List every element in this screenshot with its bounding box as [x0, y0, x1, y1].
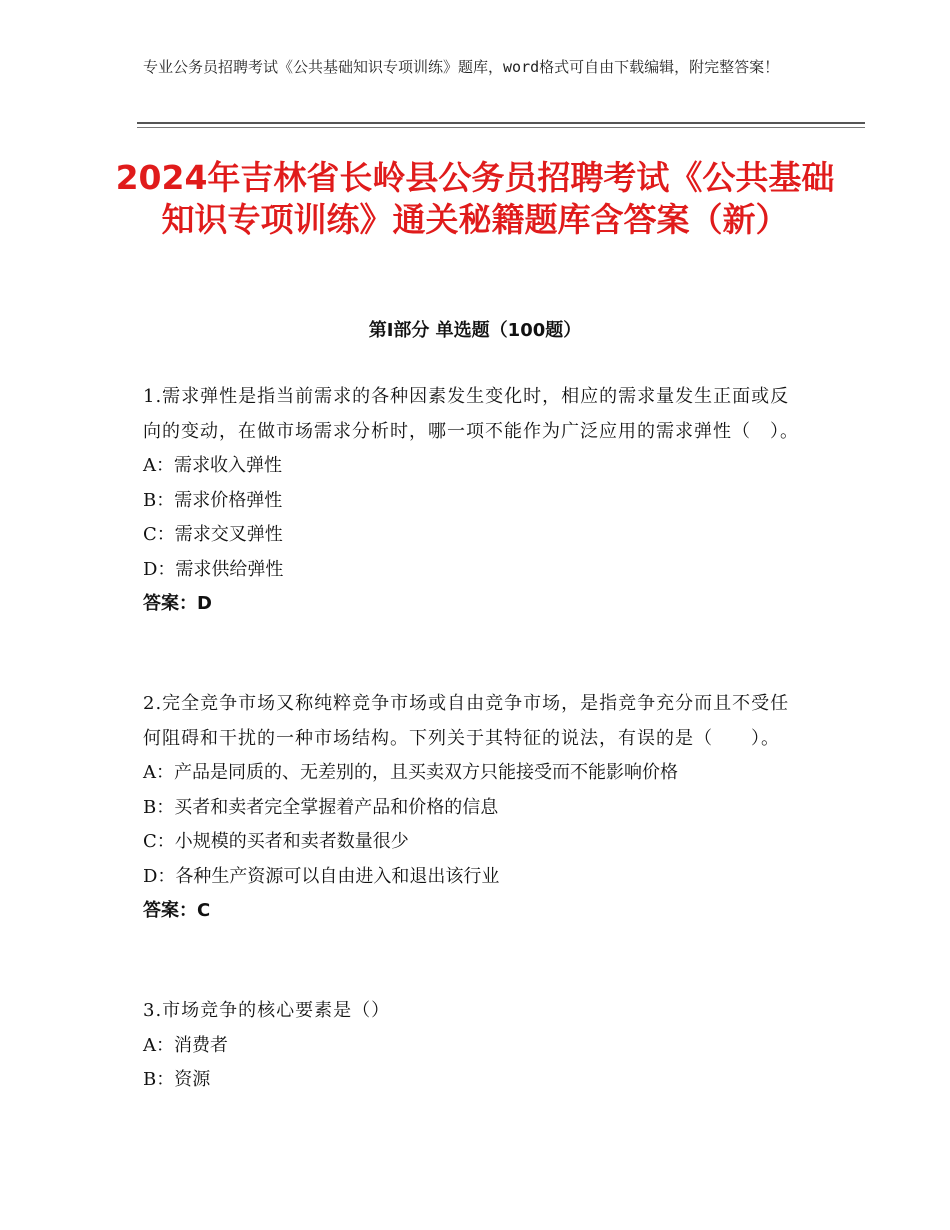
document-title: 2024年吉林省长岭县公务员招聘考试《公共基础知识专项训练》通关秘籍题库含答案（新） — [115, 158, 835, 239]
header-divider-thin — [137, 127, 865, 128]
answer: 答案：D — [143, 593, 212, 614]
option-c: C：需求交叉弹性 — [143, 524, 283, 545]
section-heading: 第Ⅰ部分 单选题（100题） — [368, 320, 582, 341]
option-d: D：需求供给弹性 — [143, 558, 284, 580]
question-stem: 3.市场竞争的核心要素是（） — [143, 1000, 391, 1021]
option-d: D：各种生产资源可以自由进入和退出该行业 — [143, 865, 500, 887]
header-divider — [137, 122, 865, 124]
question-stem: 1.需求弹性是指当前需求的各种因素发生变化时，相应的需求量发生正面或反向的变动，在做市场需求分析时，哪一项不能作为广泛应用的需求弹性（ ）。 — [143, 386, 799, 442]
question-2 — [143, 687, 803, 929]
option-b: B：买者和卖者完全掌握着产品和价格的信息 — [143, 796, 499, 818]
option-a: A：需求收入弹性 — [143, 455, 282, 476]
answer: 答案：C — [143, 900, 211, 921]
option-b: B：资源 — [143, 1069, 211, 1090]
option-c: C：小规模的买者和卖者数量很少 — [143, 831, 409, 852]
option-a: A：消费者 — [143, 1034, 228, 1056]
header-note: 专业公务员招聘考试《公共基础知识专项训练》题库，word格式可自由下载编辑，附完整答案！ — [143, 58, 780, 76]
question-3 — [143, 994, 803, 1098]
option-a: A：产品是同质的、无差别的，且买卖双方只能接受而不能影响价格 — [143, 762, 678, 783]
question-1 — [143, 380, 803, 622]
option-b: B：需求价格弹性 — [143, 489, 283, 511]
question-stem: 2.完全竞争市场又称纯粹竞争市场或自由竞争市场，是指竞争充分而且不受任何阻碍和干扰的一种市场结构。下列关于其特征的说法，有误的是（ ）。 — [143, 693, 790, 749]
